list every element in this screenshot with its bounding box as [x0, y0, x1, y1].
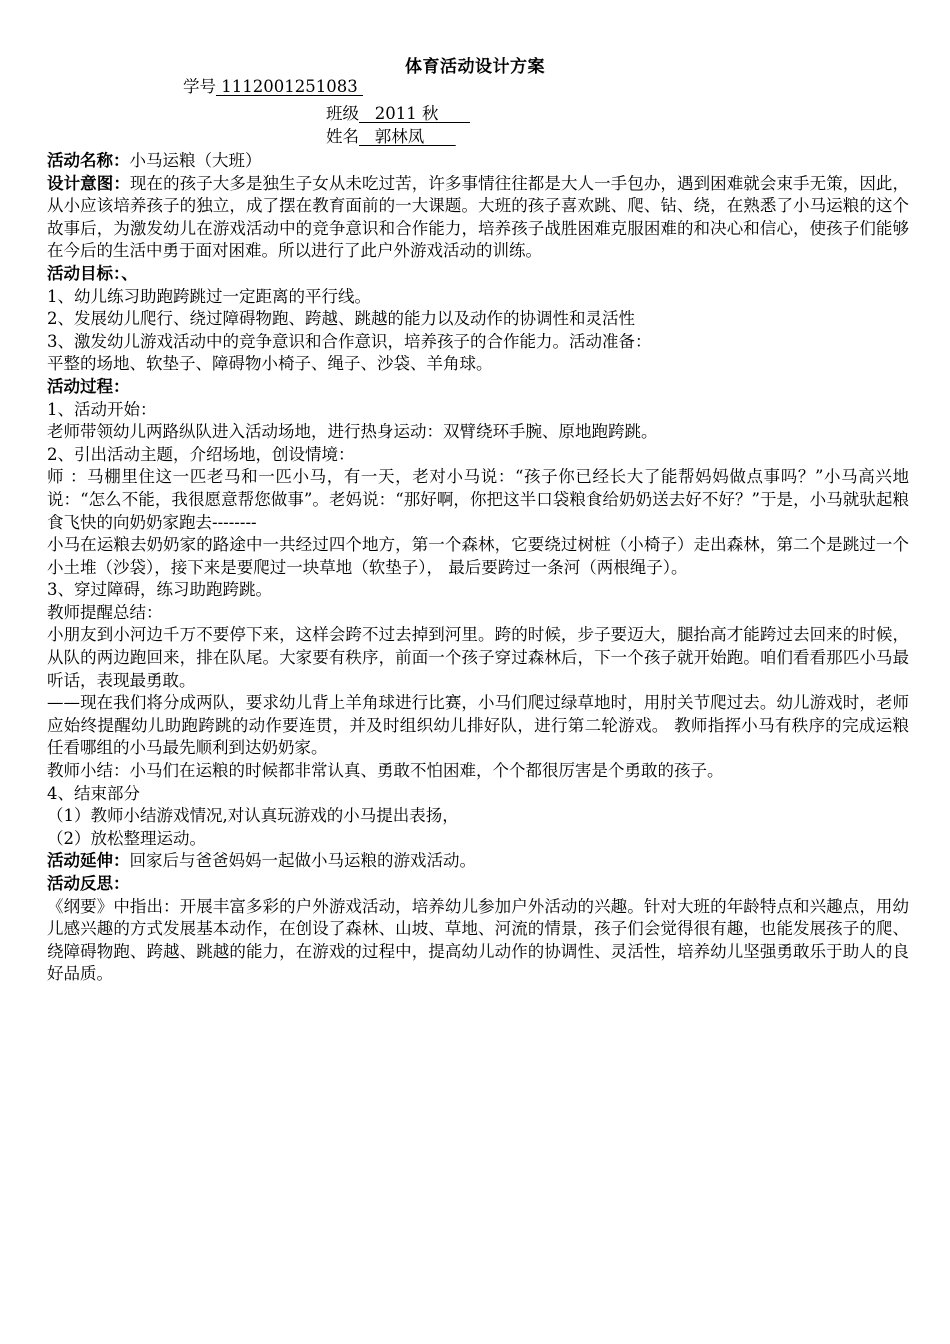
process-heading: 活动过程：: [47, 376, 130, 396]
process-item: 师 ：马棚里住这一匹老马和一匹小马，有一天，老对小马说：“孩子你已经长大了能帮妈妈做点事吗？”小马高兴地说：“怎么不能，我很愿意帮您做事”。老妈说：“那好啊，你把这半口袋粮食给奶奶送去好不好？”于是，小马就驮起粮食飞快的向奶奶家跑去--------: [47, 467, 909, 532]
name-line: [326, 126, 456, 148]
goal-item: 3、激发幼儿游戏活动中的竞争意识和合作意识，培养孩子的合作能力。活动准备：: [47, 331, 652, 351]
intent-text: 现在的孩子大多是独生子女从未吃过苦，许多事情往往都是大人一手包办，遇到困难就会束手无策，因此，从小应该培养孩子的独立，成了摆在教育面前的一大课题。大班的孩子喜欢跳、爬、钻、绕，在熟悉了小马运粮的这个故事后，为激发幼儿在游戏活动中的竞争意识和合作能力，培养孩子战胜困难克服困难的和决心和信心，使孩子们能够在今后的生活中勇于面对困难。所以进行了此户外游戏活动的训练。: [47, 173, 910, 261]
intent-label: 设计意图：: [47, 173, 130, 193]
process-item: 4、结束部分: [47, 783, 140, 803]
reflection-heading: 活动反思：: [47, 874, 130, 893]
process-item: 小朋友到小河边千万不要停下来，这样会跨不过去掉到河里。跨的时候，步子要迈大，腿抬高才能跨过去回来的时候，从队的两边跑回来，排在队尾。大家要有秩序，前面一个孩子穿过森林后，下一个孩子就开始跑。咱们看看那匹小马最听话，表现最勇敢。: [47, 625, 909, 690]
reflection-text: 《纲要》中指出：开展丰富多彩的户外游戏活动，培养幼儿参加户外活动的兴趣。针对大班的年龄特点和兴趣点，用幼儿感兴趣的方式发展基本动作，在创设了森林、山坡、草地、河流的情景，孩子们会觉得很有趣，也能发展孩子的爬、绕障碍物跑、跨越、跳越的能力，在游戏的过程中，提高幼儿动作的协调性、灵活性，培养幼儿坚强勇敢乐于助人的良好品质。: [47, 896, 909, 984]
activity-name-paragraph: [47, 150, 909, 173]
goal-item: 2、发展幼儿爬行、绕过障碍物跑、跨越、跳越的能力以及动作的协调性和灵活性: [47, 309, 635, 329]
process-item: （1）教师小结游戏情况,对认真玩游戏的小马提出表扬，: [47, 806, 459, 826]
goal-item: 1、幼儿练习助跑跨跳过一定距离的平行线。: [47, 286, 371, 306]
extension-paragraph: [47, 850, 909, 873]
student-id-line: [183, 76, 363, 98]
process-item: 2、引出活动主题，介绍场地，创设情境：: [47, 444, 355, 464]
process-item: 小马在运粮去奶奶家的路途中一共经过四个地方，第一个森林，它要绕过树桩（小椅子）走出森林，第二个是跳过一个小土堆（沙袋），接下来是要爬过一块草地（软垫子）， 最后要跨过一条河（两根绳子）。: [47, 535, 909, 577]
process-item: 1、活动开始：: [47, 399, 157, 419]
class-label: 班级: [326, 104, 359, 123]
class-line: [326, 103, 470, 125]
process-item: 3、穿过障碍，练习助跑跨跳。: [47, 580, 272, 600]
extension-text: 回家后与爸爸妈妈一起做小马运粮的游戏活动。: [129, 851, 476, 871]
student-id-label: 学号: [183, 77, 216, 96]
name-label: 姓名: [326, 127, 359, 146]
name-value: 郭林凤: [359, 127, 456, 146]
process-item: （2）放松整理运动。: [47, 828, 206, 848]
intent-paragraph: [47, 173, 909, 263]
student-id-value: 1112001251083: [216, 77, 363, 96]
process-item: ——现在我们将分成两队，要求幼儿背上羊角球进行比赛，小马们爬过绿草地时，用肘关节爬过去。幼儿游戏时，老师应始终提醒幼儿助跑跨跳的动作要连贯，并及时组织幼儿排好队，进行第二轮游戏。 教师指挥小马有秩序的完成运粮任看哪组的小马最先顺利到达奶奶家。: [47, 693, 909, 758]
goal-item: 平整的场地、软垫子、障碍物小椅子、绳子、沙袋、羊角球。: [47, 354, 493, 374]
process-item: 教师小结：小马们在运粮的时候都非常认真、勇敢不怕困难，个个都很厉害是个勇敢的孩子。: [47, 761, 724, 781]
extension-label: 活动延伸：: [47, 851, 130, 871]
activity-name-text: 小马运粮（大班）: [129, 151, 262, 170]
goals-heading: 活动目标：、: [47, 263, 138, 283]
activity-name-label: 活动名称：: [47, 151, 130, 170]
process-item: 教师提醒总结：: [47, 602, 163, 622]
class-value: 2011 秋: [359, 104, 470, 123]
document-body: [47, 150, 909, 986]
document-title: 体育活动设计方案: [405, 57, 545, 77]
process-item: 老师带领幼儿两路纵队进入活动场地，进行热身运动：双臂绕环手腕、原地跑跨跳。: [47, 422, 658, 442]
